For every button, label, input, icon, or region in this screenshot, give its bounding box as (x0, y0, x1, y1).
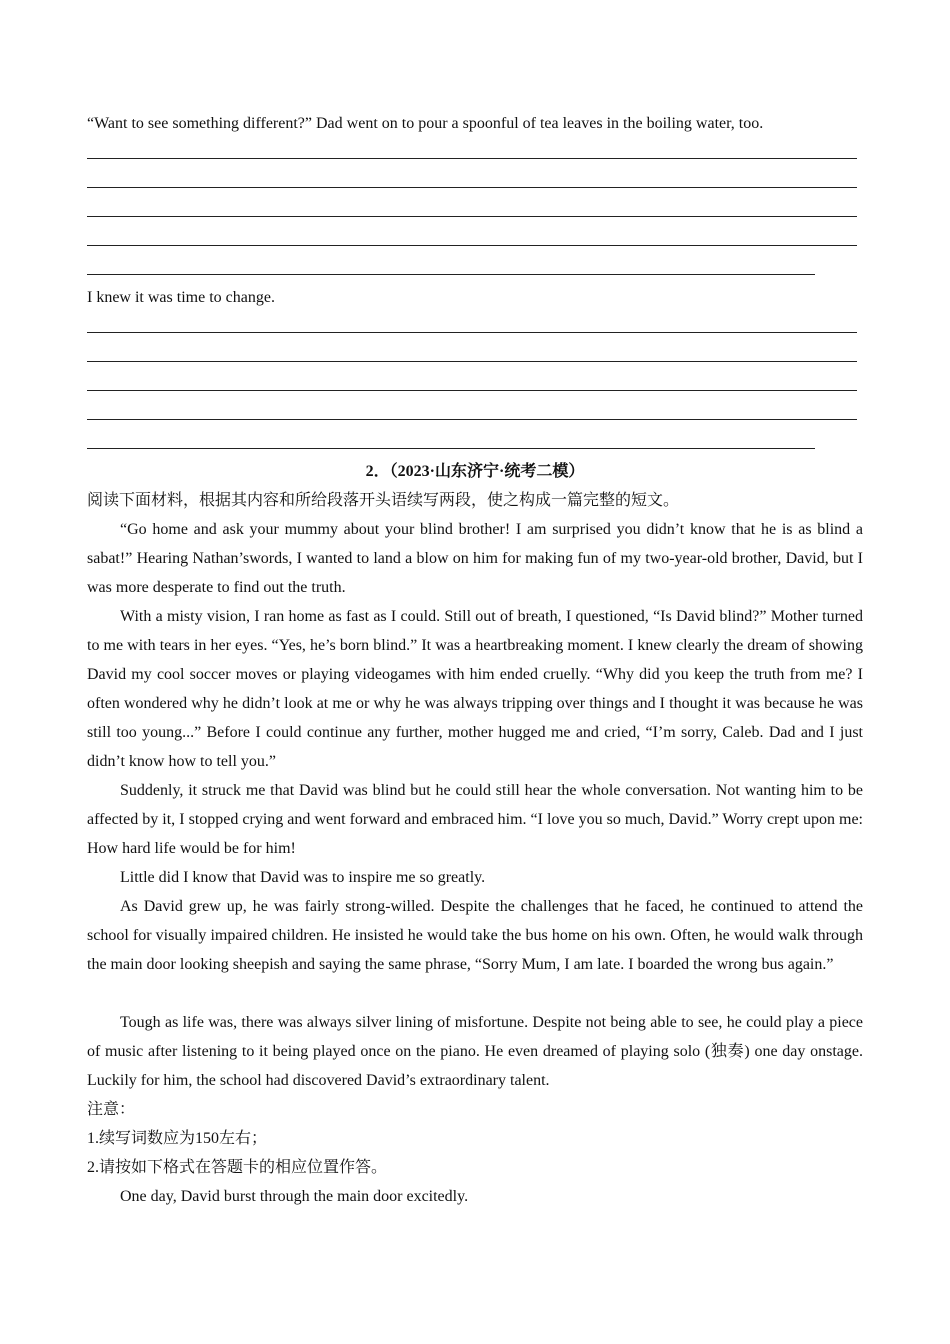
final-prompt: One day, David burst through the main door excitedly. (120, 1188, 469, 1205)
answer-line (87, 245, 857, 246)
answer-line (87, 158, 857, 159)
story-paragraph: Suddenly, it struck me that David was blind but he could still hear the whole conversation. Not wanting him to be affected by it, I stopped crying and went forward and embraced him. “I love you so much, David.” Worry crept upon me: How hard life would be for him! (87, 782, 863, 857)
note-item: 1.续写词数应为150左右； (87, 1130, 268, 1147)
answer-line (87, 187, 857, 188)
answer-line (87, 390, 857, 391)
story-paragraph: With a misty vision, I ran home as fast as I could. Still out of breath, I questioned, “Is David blind?” Mother turned to me with tears in her eyes. “Yes, he’s born blind.” It was a heartbreaking moment. I knew clearly the dream of showing David my cool soccer moves or playing videogames with him ended cruelly. “Why did you keep the truth from me? I often wondered why he didn’t look at me or why he was always tripping over things and I thought it was because he was still too young...” Before I could continue any further, mother hugged me and cried, “I’m sorry, Caleb. Dad and I just didn’t know how to tell you.” (87, 608, 863, 770)
answer-line (87, 448, 815, 449)
continuation-prompt-2: I knew it was time to change. (87, 289, 275, 306)
story-paragraph: Tough as life was, there was always silver lining of misfortune. Despite not being able to see, he could play a piece of music after listening to it being played once on the piano. He even dreamed of playing solo (独奏) one day onstage. Luckily for him, the school had discovered David’s extraordinary talent. (87, 1014, 863, 1089)
answer-line (87, 419, 857, 420)
answer-line (87, 274, 815, 275)
note-item: 2.请按如下格式在答题卡的相应位置作答。 (87, 1159, 388, 1176)
answer-line (87, 361, 857, 362)
story-paragraph: As David grew up, he was fairly strong-willed. Despite the challenges that he faced, he continued to attend the school for visually impaired children. He insisted he would take the bus home on his own. Often, he would walk through the main door looking sheepish and saying the same phrase, “Sorry Mum, I am late. I boarded the wrong bus again.” (87, 898, 863, 973)
continuation-prompt-1: “Want to see something different?” Dad went on to pour a spoonful of tea leaves in the boiling water, too. (87, 115, 764, 132)
instruction-text: 阅读下面材料，根据其内容和所给段落开头语续写两段，使之构成一篇完整的短文。 (87, 492, 680, 509)
note-label: 注意： (87, 1101, 136, 1118)
question-heading: 2．（2023·山东济宁·统考二模） (365, 463, 585, 480)
story-paragraph: Little did I know that David was to inspire me so greatly. (120, 869, 486, 886)
story-paragraph: “Go home and ask your mummy about your blind brother! I am surprised you didn’t know that he is as blind a sabat!” Hearing Nathan’swords, I wanted to land a blow on him for making fun of my two-year-old brother, David, but I was more desperate to find out the truth. (87, 521, 863, 596)
answer-line (87, 216, 857, 217)
answer-line (87, 332, 857, 333)
